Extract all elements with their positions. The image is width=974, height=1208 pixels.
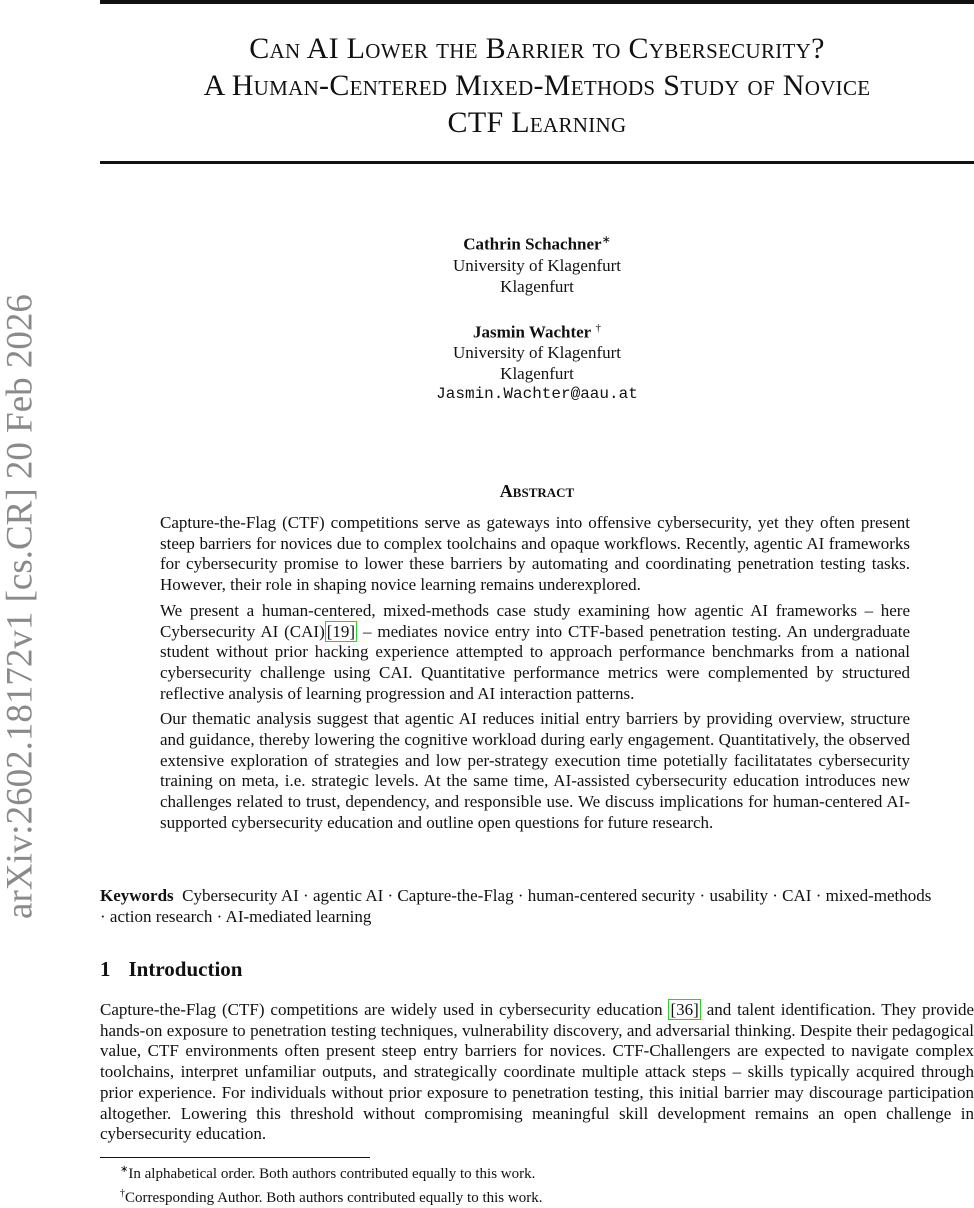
section-title: Introduction bbox=[128, 957, 243, 981]
footnote-mark[interactable]: ∗ bbox=[601, 234, 611, 246]
author bbox=[100, 230, 974, 297]
text: – mediates novice entry into CTF-based penetration testing. An undergraduate student without prior hacking experience attempted to approach performance benchmarks from a national cybersecurity challenge using CAI. Quantitative performance metrics were complemented by structured reflective analysis of learning progression and AI interaction patterns. bbox=[160, 621, 910, 703]
title-rule-bottom bbox=[100, 161, 974, 164]
author-email[interactable]: Jasmin.Wachter@aau.at bbox=[436, 385, 638, 404]
footnote-text: In alphabetical order. Both authors contributed equally to this work. bbox=[128, 1166, 536, 1182]
title-line: CTF Learning bbox=[447, 106, 627, 139]
title-line: Can AI Lower the Barrier to Cybersecurity? bbox=[249, 32, 825, 65]
keywords-text: Cybersecurity AI · agentic AI · Capture-the-Flag · human-centered security · usability · CAI · mixed-methods · action research · AI-mediated learning bbox=[100, 886, 932, 926]
footnote bbox=[120, 1160, 542, 1184]
footnote-mark: ∗ bbox=[120, 1164, 129, 1175]
abstract-paragraph: Capture-the-Flag (CTF) competitions serve as gateways into offensive cybersecurity, yet they often present steep barriers for novices due to complex toolchains and opaque workflows. Recently, agentic AI frameworks for cybersecurity promise to lower these barriers by automating and coordinating penetration testing tasks. However, their role in shaping novice learning remains underexplored. bbox=[160, 513, 910, 595]
arxiv-stamp: arXiv:2602.18172v1 [cs.CR] 20 Feb 2026 bbox=[0, 294, 41, 919]
paper-title bbox=[100, 30, 974, 141]
footnote-text: Corresponding Author. Both authors contributed equally to this work. bbox=[125, 1190, 543, 1206]
footnote-mark: † bbox=[120, 1188, 125, 1199]
text: and talent identification. They provide hands-on exposure to penetration testing techniques, vulnerability discovery, and adversarial thinking. Despite their pedagogical value, CTF environments often present steep entry barriers for novices. CTF-Challengers are expected to navigate complex toolchains, interpret unfamiliar outputs, and strategically coordinate multiple attack steps – skills typically acquired through prior experience. For individuals without prior exposure to penetration testing, this initial barrier may discourage participation altogether. Lowering this threshold without compromising meaningful skill development remains an open challenge in cybersecurity education. bbox=[100, 1000, 974, 1144]
footnote bbox=[120, 1184, 542, 1208]
footnotes bbox=[120, 1160, 542, 1208]
section-number: 1 bbox=[100, 957, 111, 981]
text: Capture-the-Flag (CTF) competitions are widely used in cybersecurity education bbox=[100, 1000, 669, 1019]
section-heading bbox=[100, 957, 242, 982]
abstract-paragraph bbox=[160, 601, 910, 705]
keywords bbox=[100, 886, 932, 927]
author-city: Klagenfurt bbox=[500, 364, 574, 384]
author-affiliation: University of Klagenfurt bbox=[452, 255, 622, 275]
author-name: Jasmin Wachter bbox=[473, 322, 592, 342]
abstract bbox=[160, 513, 910, 839]
author-affiliation: University of Klagenfurt bbox=[452, 343, 622, 363]
author-name: Cathrin Schachner bbox=[463, 234, 602, 254]
abstract-heading: Abstract bbox=[499, 481, 575, 501]
abstract-paragraph: Our thematic analysis suggest that agentic AI reduces initial entry barriers by providing overview, structure and guidance, thereby lowering the cognitive workload during early engagement. Quantitatively, the observed extensive exploration of strategies and low per-strategy execution time potetially facilitatates cybersecurity training on meta, i.e. strategic levels. At the same time, AI-assisted cybersecurity education introduces new challenges related to trust, dependency, and responsible use. We discuss implications for human-centered AI-supported cybersecurity education and outline open questions for future research. bbox=[160, 709, 910, 832]
author-city: Klagenfurt bbox=[500, 276, 574, 296]
citation-link[interactable]: [19] bbox=[326, 621, 356, 641]
title-rule-top bbox=[100, 0, 974, 4]
keywords-label: Keywords bbox=[100, 886, 174, 905]
title-line: A Human-Centered Mixed-Methods Study of Novice bbox=[203, 69, 871, 102]
intro-paragraph bbox=[100, 1000, 974, 1145]
intro-body bbox=[100, 1000, 974, 1145]
text: We present a human-centered, mixed-methods case study examining how agentic AI frameworks – here Cybersecurity AI (CAI) bbox=[160, 600, 910, 641]
footnote-mark[interactable]: † bbox=[595, 321, 601, 334]
footnote-rule bbox=[100, 1157, 370, 1158]
citation-link[interactable]: [36] bbox=[670, 1000, 699, 1019]
author-block bbox=[100, 230, 974, 426]
author bbox=[100, 318, 974, 406]
